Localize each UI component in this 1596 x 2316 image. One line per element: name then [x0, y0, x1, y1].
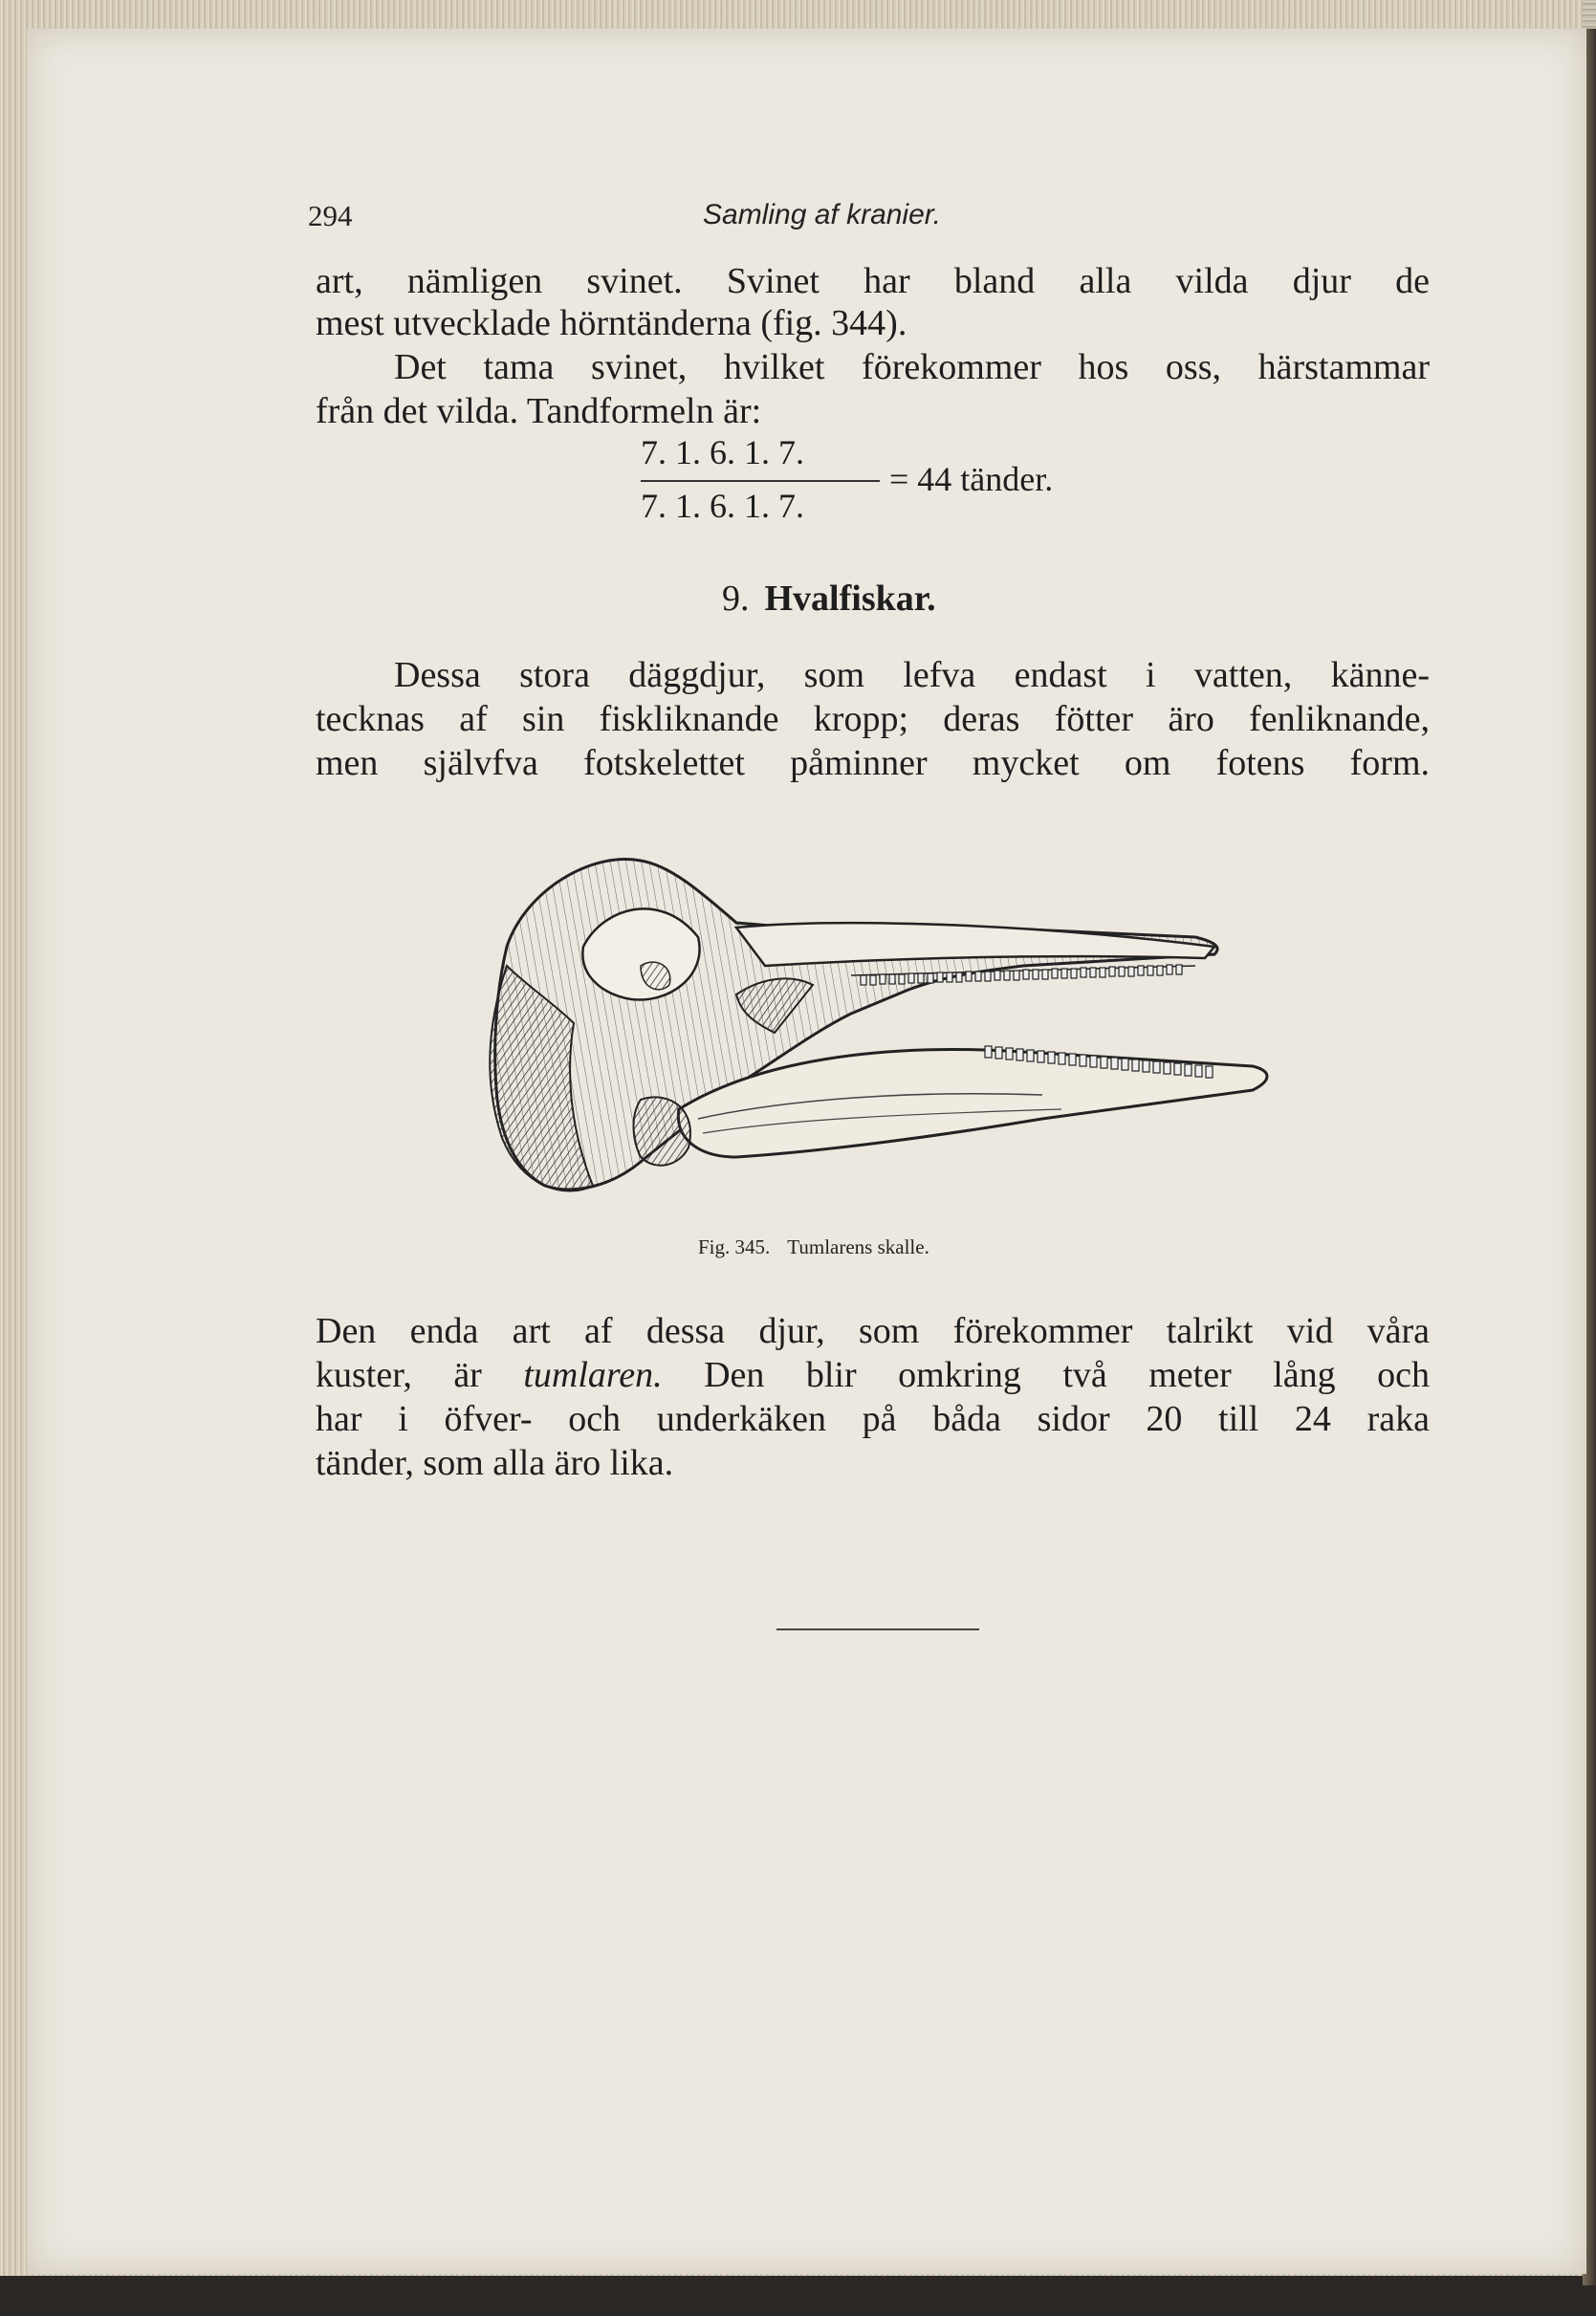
- paragraph-4-line-2: [316, 1354, 1430, 1396]
- formula-denominator: 7. 1. 6. 1. 7.: [641, 487, 804, 525]
- formula-numerator: 7. 1. 6. 1. 7.: [641, 433, 804, 471]
- paragraph-1-line-2: mest utvecklade hörntänderna (fig. 344).: [316, 303, 907, 343]
- paragraph-4-line-2-start: kuster, är: [316, 1355, 524, 1395]
- paragraph-4-line-1: Den enda art af dessa djur, som förekommer talrikt vid våra: [316, 1311, 1430, 1351]
- paragraph-4-line-4: tänder, som alla äro lika.: [316, 1443, 674, 1483]
- paragraph-3-line-3: men självfva fotskelettet påminner mycket om fotens form.: [316, 743, 1430, 783]
- figure-caption-text: Tumlarens skalle.: [787, 1235, 929, 1258]
- section-title: Hvalfiskar.: [764, 579, 936, 619]
- paragraph-2-line-2: från det vilda. Tandformeln är:: [316, 391, 762, 431]
- paragraph-2-line-1: Det tama svinet, hvilket förekommer hos oss, härstammar: [394, 347, 1430, 387]
- paragraph-1-line-1: art, nämligen svinet. Svinet har bland alla vilda djur de: [316, 261, 1430, 301]
- formula-result: = 44 tänder.: [889, 460, 1054, 498]
- end-rule: [776, 1628, 979, 1630]
- section-heading: [722, 578, 936, 620]
- term-tumlaren: tumlaren.: [523, 1355, 663, 1395]
- figure-caption: [698, 1235, 929, 1259]
- fraction-bar: [641, 480, 880, 482]
- porpoise-skull-illustration: [449, 832, 1281, 1224]
- page-number: 294: [308, 199, 353, 232]
- paragraph-3-line-1: Dessa stora däggdjur, som lefva endast i vatten, känne-: [394, 655, 1430, 695]
- figure-label: Fig. 345.: [698, 1235, 771, 1258]
- running-title: Samling af kranier.: [703, 199, 941, 230]
- section-number: 9.: [722, 579, 750, 619]
- paragraph-4-line-2-end: Den blir omkring två meter lång och: [662, 1355, 1430, 1395]
- paragraph-3-line-2: tecknas af sin fiskliknande kropp; deras fötter äro fenliknande,: [316, 699, 1430, 739]
- paragraph-4-line-3: har i öfver- och underkäken på båda sidor 20 till 24 raka: [316, 1399, 1430, 1439]
